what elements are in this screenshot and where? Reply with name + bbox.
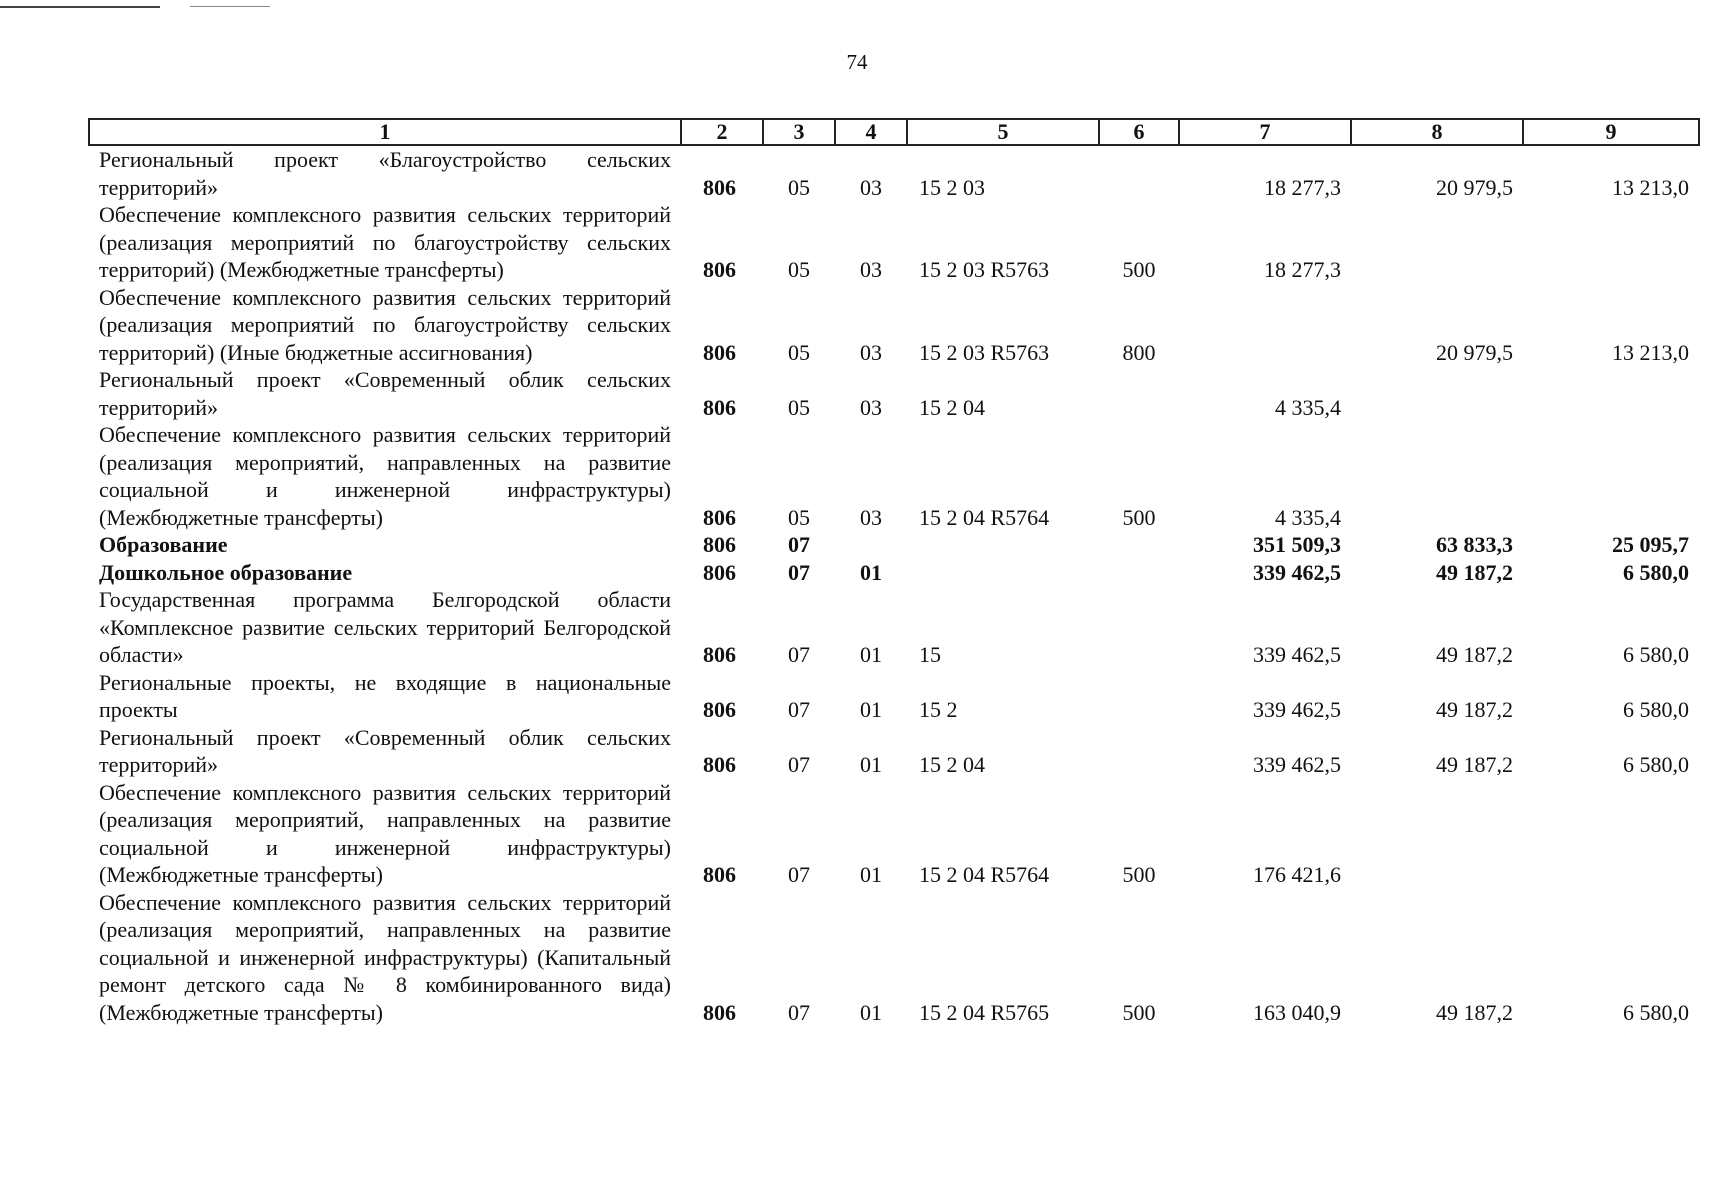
subsection-code-cell: 03 bbox=[860, 339, 882, 365]
amount-col-7-cell: 4 335,4 bbox=[1275, 394, 1341, 420]
section-code-cell: 07 bbox=[788, 752, 810, 777]
amount-col-8-cell: 20 979,5 bbox=[1436, 174, 1513, 200]
header-col-7: 7 bbox=[1179, 119, 1351, 145]
budget-table bbox=[88, 118, 1700, 1026]
section-code-cell: 07 bbox=[788, 862, 810, 887]
expense-type-cell: 500 bbox=[1122, 999, 1156, 1025]
amount-col-9-cell bbox=[1523, 421, 1699, 531]
scan-artifact-line bbox=[190, 6, 270, 7]
target-article-cell: 15 2 03 bbox=[919, 174, 985, 200]
amount-col-7-cell: 163 040,9 bbox=[1253, 999, 1341, 1025]
table-row bbox=[89, 586, 1699, 669]
amount-col-8-cell bbox=[1351, 366, 1523, 421]
subsection-code-cell: 01 bbox=[860, 559, 882, 585]
admin-code-cell: 806 bbox=[703, 174, 736, 200]
target-article-cell: 15 bbox=[919, 642, 941, 667]
section-code-cell: 07 bbox=[788, 642, 810, 667]
amount-col-7-cell: 339 462,5 bbox=[1253, 559, 1341, 585]
row-description: Обеспечение комплексного развития сельских территорий (реализация мероприятий по благоустройству сельских территорий) (Иные бюджетные ассигнования) bbox=[99, 284, 671, 365]
expense-type-cell: 800 bbox=[1122, 339, 1156, 365]
header-col-6: 6 bbox=[1099, 119, 1179, 145]
expense-type-cell bbox=[1099, 145, 1179, 201]
admin-code-cell: 806 bbox=[703, 642, 736, 667]
subsection-code-cell: 01 bbox=[860, 752, 882, 777]
amount-col-9-cell: 6 580,0 bbox=[1623, 752, 1689, 777]
expense-type-cell bbox=[1099, 559, 1179, 587]
amount-col-9-cell: 13 213,0 bbox=[1612, 339, 1689, 365]
expense-type-cell: 500 bbox=[1122, 504, 1156, 530]
header-col-5: 5 bbox=[907, 119, 1099, 145]
amount-col-9-cell: 6 580,0 bbox=[1623, 559, 1689, 585]
target-article-cell bbox=[907, 559, 1099, 587]
amount-col-7-cell: 18 277,3 bbox=[1264, 174, 1341, 200]
amount-col-9-cell bbox=[1523, 779, 1699, 889]
admin-code-cell: 806 bbox=[703, 257, 736, 282]
target-article-cell: 15 2 04 bbox=[919, 752, 985, 777]
table-row bbox=[89, 889, 1699, 1027]
amount-col-8-cell: 63 833,3 bbox=[1436, 532, 1513, 557]
row-description: Государственная программа Белгородской области «Комплексное развитие сельских территорий Белгородской области» bbox=[99, 587, 671, 667]
target-article-cell: 15 2 03 R5763 bbox=[919, 257, 1050, 282]
scan-artifact-line bbox=[0, 6, 160, 8]
amount-col-8-cell bbox=[1351, 779, 1523, 889]
amount-col-9-cell: 6 580,0 bbox=[1623, 999, 1689, 1025]
target-article-cell: 15 2 bbox=[919, 697, 958, 722]
subsection-code-cell: 01 bbox=[860, 642, 882, 667]
admin-code-cell: 806 bbox=[703, 999, 736, 1025]
expense-type-cell bbox=[1099, 531, 1179, 559]
expense-type-cell bbox=[1099, 586, 1179, 669]
header-col-9: 9 bbox=[1523, 119, 1699, 145]
admin-code-cell: 806 bbox=[703, 862, 736, 887]
admin-code-cell: 806 bbox=[703, 339, 736, 365]
amount-col-7-cell: 4 335,4 bbox=[1275, 504, 1341, 530]
row-description: Дошкольное образование bbox=[99, 559, 353, 585]
admin-code-cell: 806 bbox=[703, 559, 736, 585]
amount-col-7-cell: 351 509,3 bbox=[1253, 532, 1341, 557]
row-description: Региональный проект «Современный облик сельских территорий» bbox=[99, 724, 671, 777]
section-code-cell: 05 bbox=[788, 257, 810, 282]
table-row bbox=[89, 559, 1699, 587]
header-col-2: 2 bbox=[681, 119, 763, 145]
amount-col-7-cell bbox=[1179, 284, 1351, 367]
table-body bbox=[89, 145, 1699, 1026]
row-description: Региональный проект «Благоустройство сельских территорий» bbox=[99, 147, 671, 200]
table-row bbox=[89, 201, 1699, 284]
subsection-code-cell: 03 bbox=[860, 504, 882, 530]
subsection-code-cell: 01 bbox=[860, 999, 882, 1025]
subsection-code-cell bbox=[835, 531, 907, 559]
section-code-cell: 05 bbox=[788, 174, 810, 200]
header-col-1: 1 bbox=[89, 119, 681, 145]
subsection-code-cell: 01 bbox=[860, 697, 882, 722]
amount-col-9-cell: 25 095,7 bbox=[1612, 532, 1689, 557]
row-description: Обеспечение комплексного развития сельских территорий (реализация мероприятий, направленных на развитие социальной и инженерной инфраструктуры) (Капитальный ремонт детского сада № 8 комбинированного вида) (Межбюджетные трансферты) bbox=[99, 889, 671, 1025]
target-article-cell: 15 2 04 bbox=[919, 394, 985, 420]
table-row bbox=[89, 669, 1699, 724]
section-code-cell: 05 bbox=[788, 504, 810, 530]
table-row bbox=[89, 779, 1699, 889]
admin-code-cell: 806 bbox=[703, 752, 736, 777]
amount-col-7-cell: 339 462,5 bbox=[1253, 752, 1341, 777]
target-article-cell bbox=[907, 531, 1099, 559]
expense-type-cell: 500 bbox=[1122, 862, 1156, 887]
admin-code-cell: 806 bbox=[703, 394, 736, 420]
row-description: Образование bbox=[99, 532, 228, 557]
subsection-code-cell: 03 bbox=[860, 394, 882, 420]
subsection-code-cell: 03 bbox=[860, 174, 882, 200]
table-row bbox=[89, 531, 1699, 559]
table-row bbox=[89, 366, 1699, 421]
amount-col-8-cell: 49 187,2 bbox=[1436, 752, 1513, 777]
header-row bbox=[89, 119, 1699, 145]
page-number: 74 bbox=[846, 50, 868, 74]
expense-type-cell bbox=[1099, 724, 1179, 779]
target-article-cell: 15 2 04 R5765 bbox=[919, 999, 1050, 1025]
amount-col-8-cell: 49 187,2 bbox=[1436, 642, 1513, 667]
section-code-cell: 05 bbox=[788, 339, 810, 365]
subsection-code-cell: 03 bbox=[860, 257, 882, 282]
table-row bbox=[89, 145, 1699, 201]
table-row bbox=[89, 724, 1699, 779]
expense-type-cell: 500 bbox=[1122, 257, 1156, 282]
amount-col-8-cell: 49 187,2 bbox=[1436, 559, 1513, 585]
amount-col-7-cell: 18 277,3 bbox=[1264, 257, 1341, 282]
amount-col-7-cell: 176 421,6 bbox=[1253, 862, 1341, 887]
row-description: Региональный проект «Современный облик сельских территорий» bbox=[99, 367, 671, 420]
admin-code-cell: 806 bbox=[703, 504, 736, 530]
amount-col-9-cell bbox=[1523, 201, 1699, 284]
amount-col-7-cell: 339 462,5 bbox=[1253, 697, 1341, 722]
row-description: Обеспечение комплексного развития сельских территорий (реализация мероприятий, направленных на развитие социальной и инженерной инфраструктуры) (Межбюджетные трансферты) bbox=[99, 779, 671, 887]
amount-col-9-cell: 6 580,0 bbox=[1623, 642, 1689, 667]
section-code-cell: 07 bbox=[788, 999, 810, 1025]
subsection-code-cell: 01 bbox=[860, 862, 882, 887]
table-row bbox=[89, 284, 1699, 367]
target-article-cell: 15 2 03 R5763 bbox=[919, 339, 1050, 365]
header-col-8: 8 bbox=[1351, 119, 1523, 145]
amount-col-8-cell: 49 187,2 bbox=[1436, 697, 1513, 722]
amount-col-8-cell: 20 979,5 bbox=[1436, 339, 1513, 365]
header-col-3: 3 bbox=[763, 119, 835, 145]
target-article-cell: 15 2 04 R5764 bbox=[919, 862, 1050, 887]
amount-col-8-cell bbox=[1351, 201, 1523, 284]
row-description: Обеспечение комплексного развития сельских территорий (реализация мероприятий, направленных на развитие социальной и инженерной инфраструктуры) (Межбюджетные трансферты) bbox=[99, 422, 671, 530]
table-row bbox=[89, 421, 1699, 531]
target-article-cell: 15 2 04 R5764 bbox=[919, 504, 1050, 530]
amount-col-8-cell bbox=[1351, 421, 1523, 531]
header-col-4: 4 bbox=[835, 119, 907, 145]
expense-type-cell bbox=[1099, 366, 1179, 421]
amount-col-8-cell: 49 187,2 bbox=[1436, 999, 1513, 1025]
amount-col-9-cell bbox=[1523, 366, 1699, 421]
amount-col-9-cell: 6 580,0 bbox=[1623, 697, 1689, 722]
section-code-cell: 07 bbox=[788, 532, 810, 557]
amount-col-9-cell: 13 213,0 bbox=[1612, 174, 1689, 200]
section-code-cell: 05 bbox=[788, 394, 810, 420]
expense-type-cell bbox=[1099, 669, 1179, 724]
section-code-cell: 07 bbox=[788, 559, 810, 585]
admin-code-cell: 806 bbox=[703, 697, 736, 722]
admin-code-cell: 806 bbox=[703, 532, 736, 557]
row-description: Обеспечение комплексного развития сельских территорий (реализация мероприятий по благоустройству сельских территорий) (Межбюджетные трансферты) bbox=[99, 202, 671, 282]
section-code-cell: 07 bbox=[788, 697, 810, 722]
amount-col-7-cell: 339 462,5 bbox=[1253, 642, 1341, 667]
row-description: Региональные проекты, не входящие в национальные проекты bbox=[99, 669, 671, 722]
